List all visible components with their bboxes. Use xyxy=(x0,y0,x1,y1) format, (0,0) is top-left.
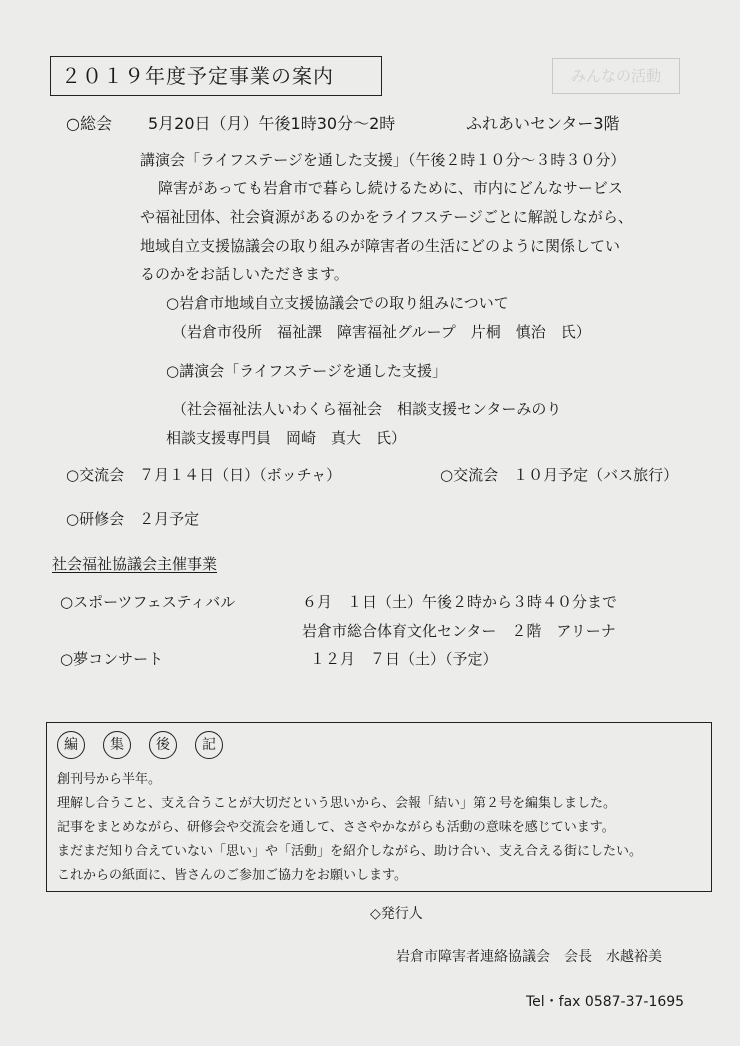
heading-char: 編 xyxy=(57,731,85,759)
heading-char: 記 xyxy=(195,731,223,759)
heading-char: 集 xyxy=(103,731,131,759)
soukai-place: ふれあいセンター3階 xyxy=(466,114,620,133)
event-kouryu-july: ○交流会 ７月１４日（日）（ボッチャ） xyxy=(66,466,342,484)
lecture-body-line: 地域自立支援協議会の取り組みが障害者の生活にどのように関係してい xyxy=(140,237,621,255)
event-kouryu-october: ○交流会 １０月予定（バス旅行） xyxy=(440,466,679,484)
sports-label: ○スポーツフェスティバル xyxy=(60,593,236,611)
editor-note-line: まだまだ知り合えていない「思い」や「活動」を紹介しながら、助け合い、支え合える街にしたい。 xyxy=(57,844,643,859)
editor-note-heading xyxy=(57,731,223,759)
heading-char: 後 xyxy=(149,731,177,759)
lecture-item2: ○講演会「ライフステージを通した支援」 xyxy=(166,362,447,380)
editor-note-line: 記事をまとめながら、研修会や交流会を通して、ささやかながらも活動の意味を感じています。 xyxy=(57,820,615,835)
lecture-item2-speaker: 相談支援専門員 岡崎 真大 氏） xyxy=(166,429,407,447)
editor-note-line: 創刊号から半年。 xyxy=(57,772,162,787)
lecture-body-line: るのかをお話しいただきます。 xyxy=(140,265,349,283)
editor-note-box xyxy=(46,722,712,892)
lecture-heading: 講演会「ライフステージを通した支援」（午後２時１０分～３時３０分） xyxy=(140,151,626,169)
page-title: ２０１９年度予定事業の案内 xyxy=(50,56,382,96)
lecture-item2-speaker: （社会福祉法人いわくら福祉会 相談支援センターみのり xyxy=(172,400,562,418)
publisher-label: ◇発行人 xyxy=(370,906,423,922)
lecture-item1: ○岩倉市地域自立支援協議会での取り組みについて xyxy=(166,294,509,312)
editor-note-line: 理解し合うこと、支え合うことが大切だという思いから、会報「結い」第２号を編集しました。 xyxy=(57,796,617,811)
sports-date: ６月 １日（土）午後２時から３時４０分まで xyxy=(302,593,618,611)
bleed-through-label: みんなの活動 xyxy=(552,58,680,94)
soukai-date: 5月20日（月）午後1時30分～2時 xyxy=(148,114,396,133)
lecture-item1-speaker: （岩倉市役所 福祉課 障害福祉グループ 片桐 慎治 氏） xyxy=(172,323,591,341)
concert-label: ○夢コンサート xyxy=(60,650,164,668)
concert-date: １２月 ７日（土）（予定） xyxy=(310,650,498,668)
event-kenshu: ○研修会 ２月予定 xyxy=(66,510,200,528)
lecture-body-line: や福祉団体、社会資源があるのかをライフステージごとに解説しながら、 xyxy=(140,208,633,226)
sports-place: 岩倉市総合体育文化センター ２階 アリーナ xyxy=(302,622,616,640)
soukai-label: ○総会 xyxy=(66,114,112,133)
publisher-org: 岩倉市障害者連絡協議会 会長 水越裕美 xyxy=(396,949,662,965)
publisher-tel: Tel・fax 0587-37-1695 xyxy=(526,994,685,1010)
editor-note-line: これからの紙面に、皆さんのご参加ご協力をお願いします。 xyxy=(57,868,407,883)
lecture-body-line: 障害があっても岩倉市で暮らし続けるために、市内にどんなサービス xyxy=(158,179,623,197)
shakyo-heading: 社会福祉協議会主催事業 xyxy=(52,555,218,573)
